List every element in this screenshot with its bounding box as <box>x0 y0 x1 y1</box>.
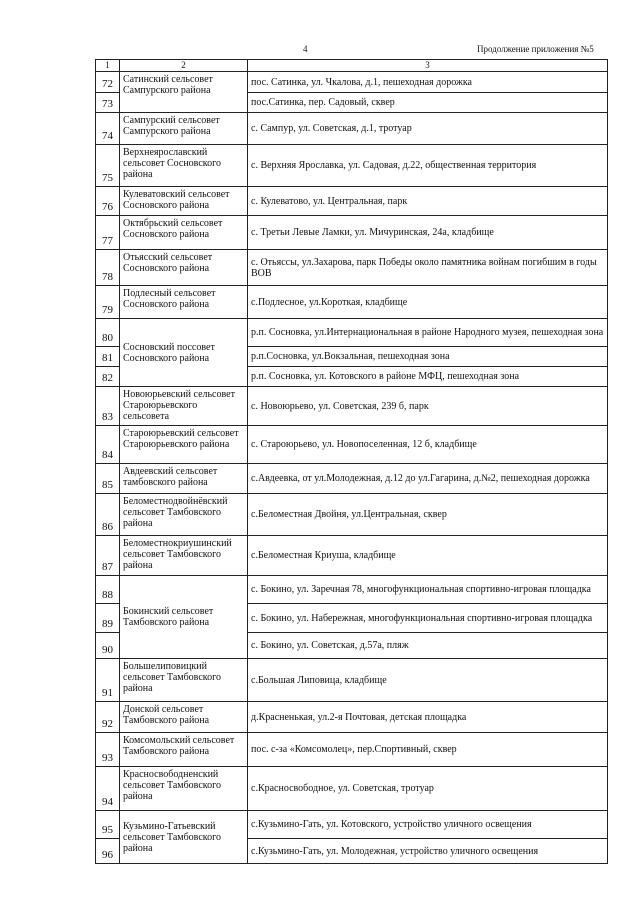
address-cell: с.Кузьмино-Гать, ул. Молодежная, устройство уличного освещения <box>248 839 608 864</box>
row-number: 93 <box>96 733 120 767</box>
address-cell: с. Кулеватово, ул. Центральная, парк <box>248 187 608 216</box>
address-cell: д.Красненькая, ул.2-я Почтовая, детская площадка <box>248 702 608 733</box>
row-number: 77 <box>96 216 120 250</box>
settlement-cell: Сампурский сельсовет Сампурского района <box>120 113 248 145</box>
table-row <box>96 319 608 347</box>
settlement-cell: Подлесный сельсовет Сосновского района <box>120 286 248 319</box>
row-number: 83 <box>96 387 120 426</box>
table-row <box>96 702 608 733</box>
address-cell: пос. Сатинка, ул. Чкалова, д.1, пешеходная дорожка <box>248 72 608 93</box>
address-cell: с.Подлесное, ул.Короткая, кладбище <box>248 286 608 319</box>
settlement-cell: Донской сельсовет Тамбовского района <box>120 702 248 733</box>
address-cell: с.Большая Липовица, кладбище <box>248 659 608 702</box>
row-number: 72 <box>96 72 120 93</box>
address-cell: с. Новоюрьево, ул. Советская, 239 б, парк <box>248 387 608 426</box>
address-cell: с.Беломестная Криуша, кладбище <box>248 536 608 576</box>
table-row <box>96 659 608 702</box>
table-row <box>96 494 608 536</box>
table-row <box>96 187 608 216</box>
row-number: 91 <box>96 659 120 702</box>
address-cell: с. Бокино, ул. Заречная 78, многофункциональная спортивно-игровая площадка <box>248 576 608 604</box>
row-number: 85 <box>96 464 120 494</box>
table-row <box>96 286 608 319</box>
address-cell: с. Сампур, ул. Советская, д.1, тротуар <box>248 113 608 145</box>
row-number: 79 <box>96 286 120 319</box>
row-number: 82 <box>96 367 120 387</box>
table-row <box>96 113 608 145</box>
page-number: 4 <box>303 44 308 54</box>
row-number: 87 <box>96 536 120 576</box>
row-number: 96 <box>96 839 120 864</box>
table-row <box>96 216 608 250</box>
settlement-cell: Октябрьский сельсовет Сосновского района <box>120 216 248 250</box>
row-number: 74 <box>96 113 120 145</box>
row-number: 80 <box>96 319 120 347</box>
settlement-cell: Сатинский сельсовет Сампурского района <box>120 72 248 113</box>
settlement-cell: Бокинский сельсовет Тамбовского района <box>120 576 248 659</box>
settlement-cell: Беломестнокриушинский сельсовет Тамбовского района <box>120 536 248 576</box>
address-cell: с. Отьяссы, ул.Захарова, парк Победы около памятника войнам погибшим в годы ВОВ <box>248 250 608 286</box>
row-number: 95 <box>96 811 120 839</box>
settlement-cell: Сосновский поссовет Сосновского района <box>120 319 248 387</box>
table-row <box>96 387 608 426</box>
address-cell: с. Бокино, ул. Набережная, многофункциональная спортивно-игровая площадка <box>248 604 608 633</box>
row-number: 90 <box>96 633 120 659</box>
table-row <box>96 72 608 93</box>
row-number: 89 <box>96 604 120 633</box>
address-cell: р.п.Сосновка, ул.Вокзальная, пешеходная зона <box>248 347 608 367</box>
address-cell: с.Красносвободное, ул. Советская, тротуар <box>248 767 608 811</box>
settlement-cell: Верхнеярославский сельсовет Сосновского района <box>120 145 248 187</box>
settlement-cell: Новоюрьевский сельсовет Староюрьевского сельсовета <box>120 387 248 426</box>
address-cell: с. Староюрьево, ул. Новопоселенная, 12 б, кладбище <box>248 426 608 464</box>
table-row <box>96 536 608 576</box>
territories-table <box>95 59 608 864</box>
address-cell: с. Верхняя Ярославка, ул. Садовая, д.22, общественная территория <box>248 145 608 187</box>
address-cell: пос.Сатинка, пер. Садовый, сквер <box>248 93 608 113</box>
address-cell: с.Кузьмино-Гать, ул. Котовского, устройство уличного освещения <box>248 811 608 839</box>
row-number: 75 <box>96 145 120 187</box>
table-row <box>96 145 608 187</box>
settlement-cell: Красносвободненский сельсовет Тамбовского района <box>120 767 248 811</box>
row-number: 84 <box>96 426 120 464</box>
row-number: 86 <box>96 494 120 536</box>
table-row <box>96 426 608 464</box>
column-header: 3 <box>248 60 608 72</box>
address-cell: р.п. Сосновка, ул. Котовского в районе МФЦ, пешеходная зона <box>248 367 608 387</box>
continuation-note: Продолжение приложения №5 <box>477 44 594 54</box>
settlement-cell: Авдеевский сельсовет тамбовского района <box>120 464 248 494</box>
settlement-cell: Кузьмино-Гатьевский сельсовет Тамбовского района <box>120 811 248 864</box>
address-cell: пос. с-за «Комсомолец», пер.Спортивный, сквер <box>248 733 608 767</box>
address-cell: р.п. Сосновка, ул.Интернациональная в районе Народного музея, пешеходная зона <box>248 319 608 347</box>
table-row <box>96 767 608 811</box>
settlement-cell: Кулеватовский сельсовет Сосновского района <box>120 187 248 216</box>
address-cell: с. Третьи Левые Ламки, ул. Мичуринская, 24а, кладбище <box>248 216 608 250</box>
column-header: 1 <box>96 60 120 72</box>
address-cell: с. Бокино, ул. Советская, д.57а, пляж <box>248 633 608 659</box>
column-header: 2 <box>120 60 248 72</box>
table-row <box>96 733 608 767</box>
table-row <box>96 576 608 604</box>
row-number: 78 <box>96 250 120 286</box>
row-number: 92 <box>96 702 120 733</box>
row-number: 81 <box>96 347 120 367</box>
table-row <box>96 464 608 494</box>
settlement-cell: Отьясский сельсовет Сосновского района <box>120 250 248 286</box>
table-row <box>96 811 608 839</box>
settlement-cell: Большелиповицкий сельсовет Тамбовского района <box>120 659 248 702</box>
settlement-cell: Староюрьевский сельсовет Староюрьевского района <box>120 426 248 464</box>
settlement-cell: Беломестнодвойнёвский сельсовет Тамбовского района <box>120 494 248 536</box>
table-row <box>96 250 608 286</box>
settlement-cell: Комсомольский сельсовет Тамбовского района <box>120 733 248 767</box>
row-number: 76 <box>96 187 120 216</box>
table-header-row <box>96 60 608 72</box>
row-number: 73 <box>96 93 120 113</box>
row-number: 88 <box>96 576 120 604</box>
address-cell: с.Беломестная Двойня, ул.Центральная, сквер <box>248 494 608 536</box>
address-cell: с.Авдеевка, от ул.Молодежная, д.12 до ул.Гагарина, д.№2, пешеходная дорожка <box>248 464 608 494</box>
row-number: 94 <box>96 767 120 811</box>
